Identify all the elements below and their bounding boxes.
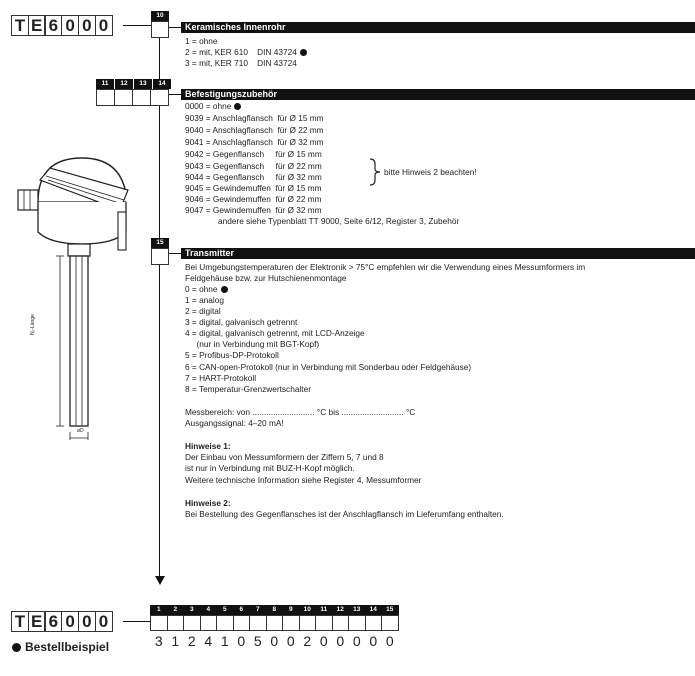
example-digit: 0 (286, 633, 295, 649)
option-line: 3 = digital, galvanisch getrennt (185, 317, 298, 327)
option-line: 9042 = Gegenflansch für Ø 15 mm (185, 149, 322, 159)
standard-marker-dot (234, 103, 241, 110)
example-cell (299, 615, 317, 631)
position-number: 11 (96, 79, 114, 89)
example-position: 3 (183, 605, 201, 615)
section-header-keramisches-innenrohr: Keramisches Innenrohr (181, 22, 695, 33)
example-digit: 0 (319, 633, 328, 649)
option-line (185, 47, 307, 58)
code-field (132, 89, 151, 106)
code-fields-11-14 (96, 89, 169, 106)
option-line: 9041 = Anschlagflansch für Ø 32 mm (185, 137, 324, 147)
connector-line (123, 621, 151, 622)
example-position: 1 (150, 605, 168, 615)
example-position: 8 (266, 605, 284, 615)
messbereich-line: Messbereich: von ........................... °C bis ........................... °C (185, 407, 416, 417)
example-cell (315, 615, 333, 631)
example-position: 14 (365, 605, 383, 615)
code-char: T (11, 15, 29, 36)
section-header-befestigungszubehoer: Befestigungszubehör (181, 89, 695, 100)
code-char: 0 (61, 15, 79, 36)
header-connector (169, 253, 181, 254)
hinweis1-line: ist nur in Verbindung mit BUZ-H-Kopf möglich. (185, 463, 355, 473)
example-position: 4 (200, 605, 218, 615)
example-cell (167, 615, 185, 631)
code-char: 6 (44, 15, 62, 36)
option-line: 7 = HART-Protokoll (185, 373, 257, 383)
reference-note: andere siehe Typenblatt TT 9000, Seite 6/12, Register 3, Zubehör (218, 216, 460, 226)
standard-marker-dot (221, 286, 228, 293)
example-digit: 1 (171, 633, 180, 649)
example-position: 10 (299, 605, 317, 615)
option-line-text: 2 = mit, KER 610 DIN 43724 (185, 47, 297, 57)
transmitter-intro: Bei Umgebungstemperaturen der Elektronik > 75°C empfehlen wir die Verwendung eines Messumformers im (185, 262, 586, 272)
example-cell (183, 615, 201, 631)
header-connector (169, 94, 181, 95)
option-line: (nur in Verbindung mit BGT-Kopf) (185, 339, 320, 349)
example-cell (216, 615, 234, 631)
option-line: 9039 = Anschlagflansch für Ø 15 mm (185, 113, 324, 123)
example-position: 15 (381, 605, 399, 615)
example-digit: 2 (187, 633, 196, 649)
code-char: E (28, 15, 46, 36)
example-cell (233, 615, 251, 631)
example-cell (200, 615, 218, 631)
position-number: 12 (115, 79, 133, 89)
option-line (185, 284, 228, 295)
example-position: 13 (348, 605, 366, 615)
code-field (96, 89, 115, 106)
example-digit: 1 (220, 633, 229, 649)
code-char: T (11, 611, 29, 632)
hinweis1-line: Der Einbau von Messumformern der Ziffern 5, 7 und 8 (185, 452, 384, 462)
position-tabs-11-14 (96, 79, 171, 89)
standard-marker-dot (12, 643, 21, 652)
example-position-row (150, 605, 399, 615)
example-cell (332, 615, 350, 631)
section-header-transmitter: Transmitter (181, 248, 695, 259)
option-line: 8 = Temperatur-Grenzwertschalter (185, 384, 311, 394)
code-field (150, 89, 169, 106)
example-position: 5 (216, 605, 234, 615)
position-number: 15 (151, 238, 169, 248)
example-digit-row (150, 633, 399, 649)
example-digit: 0 (369, 633, 378, 649)
code-field-15 (151, 248, 169, 265)
standard-marker-dot (300, 49, 307, 56)
option-line: 1 = ohne (185, 36, 218, 46)
code-field (114, 89, 133, 106)
arrow-down-icon (154, 574, 166, 586)
example-digit: 0 (270, 633, 279, 649)
example-position: 7 (249, 605, 267, 615)
example-position: 2 (167, 605, 185, 615)
example-position: 11 (315, 605, 333, 615)
transmitter-intro: Feldgehäuse bzw. zur Hutschienenmontage (185, 273, 347, 283)
example-digit: 0 (336, 633, 345, 649)
code-char: 0 (78, 15, 96, 36)
option-line: 9047 = Gewindemuffen für Ø 32 mm (185, 205, 322, 215)
example-digit: 4 (204, 633, 213, 649)
example-digit: 0 (352, 633, 361, 649)
option-line: 9046 = Gewindemuffen für Ø 22 mm (185, 194, 322, 204)
position-number: 13 (134, 79, 152, 89)
length-label: N₁-Länge (30, 314, 36, 335)
option-line-text: 0 = ohne (185, 284, 218, 294)
example-position: 12 (332, 605, 350, 615)
option-line: 2 = digital (185, 306, 221, 316)
option-line: 9040 = Anschlagflansch für Ø 22 mm (185, 125, 324, 135)
option-line: 6 = CAN-open-Protokoll (nur in Verbindung mit Sonderbau oder Feldgehäuse) (185, 362, 472, 372)
main-vertical-line (159, 38, 160, 578)
order-example-text: Bestellbeispiel (25, 640, 110, 654)
example-digit: 0 (237, 633, 246, 649)
type-code-bottom (11, 611, 113, 632)
option-line (185, 101, 241, 112)
example-position: 9 (282, 605, 300, 615)
example-digit: 0 (385, 633, 394, 649)
diameter-label: øD (77, 428, 84, 434)
example-cell (150, 615, 168, 631)
brace-note: bitte Hinweis 2 beachten! (384, 167, 477, 177)
option-line: 1 = analog (185, 295, 224, 305)
option-line-text: 0000 = ohne (185, 101, 232, 111)
example-digit: 2 (303, 633, 312, 649)
example-cell (266, 615, 284, 631)
code-char: 0 (95, 15, 113, 36)
type-code-top (11, 15, 113, 36)
example-cell-row (150, 615, 399, 631)
example-cell (249, 615, 267, 631)
option-line: 3 = mit, KER 710 DIN 43724 (185, 58, 297, 68)
hinweis2-line: Bei Bestellung des Gegenflansches ist der Anschlagflansch im Lieferumfang enthalten. (185, 509, 504, 519)
option-line: 9043 = Gegenflansch für Ø 22 mm (185, 161, 322, 171)
code-char: E (28, 611, 46, 632)
option-line: 9044 = Gegenflansch für Ø 32 mm (185, 172, 322, 182)
hinweis2-title: Hinweise 2: (185, 498, 231, 508)
ausgangssignal-line: Ausgangssignal: 4–20 mA! (185, 418, 284, 428)
order-example-label (12, 640, 109, 654)
option-line: 9045 = Gewindemuffen für Ø 15 mm (185, 183, 322, 193)
code-char: 6 (44, 611, 62, 632)
position-number: 14 (153, 79, 171, 89)
hinweis1-title: Hinweise 1: (185, 441, 231, 451)
example-cell (381, 615, 399, 631)
brace-icon (368, 158, 382, 186)
example-cell (348, 615, 366, 631)
example-position: 6 (233, 605, 251, 615)
option-line: 4 = digital, galvanisch getrennt, mit LCD-Anzeige (185, 328, 365, 338)
example-cell (282, 615, 300, 631)
option-line: 5 = Profibus-DP-Protokoll (185, 350, 279, 360)
thermocouple-drawing (10, 150, 140, 445)
code-field-10 (151, 21, 169, 38)
example-digit: 3 (154, 633, 163, 649)
header-connector (169, 27, 181, 28)
code-char: 0 (78, 611, 96, 632)
position-number: 10 (151, 11, 169, 21)
code-char: 0 (95, 611, 113, 632)
example-digit: 5 (253, 633, 262, 649)
code-char: 0 (61, 611, 79, 632)
connector-line (123, 25, 151, 26)
example-cell (365, 615, 383, 631)
hinweis1-line: Weitere technische Information siehe Register 4, Messumformer (185, 475, 422, 485)
